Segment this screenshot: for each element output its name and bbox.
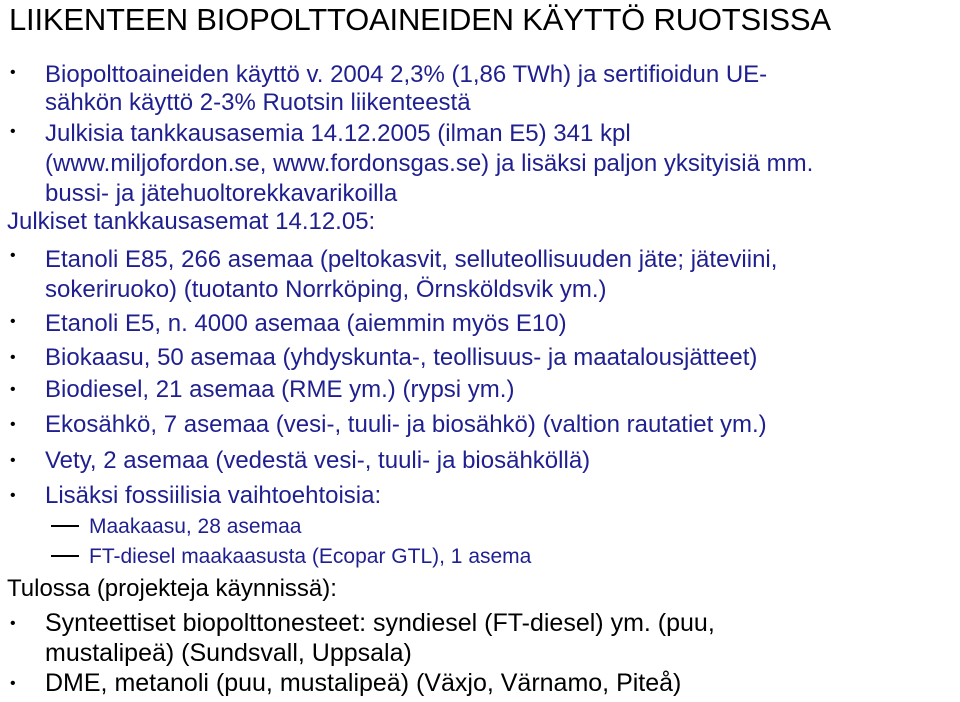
- bullet-icon: •: [10, 313, 16, 330]
- bullet-icon: •: [10, 381, 16, 398]
- bullet-icon: •: [10, 487, 16, 504]
- bullet-icon: •: [10, 452, 16, 469]
- sub-item-text: Maakaasu, 28 asemaa: [89, 515, 302, 538]
- bullet-icon: •: [10, 416, 16, 433]
- bullet-text-line: (www.miljofordon.se, www.fordonsgas.se) ja lisäksi paljon yksityisiä mm.: [45, 150, 814, 177]
- slide-title: LIIKENTEEN BIOPOLTTOAINEIDEN KÄYTTÖ RUOTSISSA: [9, 2, 831, 37]
- bullet-icon: •: [10, 123, 16, 140]
- dash-icon: [51, 555, 79, 557]
- bullet-text-line: Etanoli E5, n. 4000 asemaa (aiemmin myös E10): [45, 310, 567, 337]
- bullet-text-line: DME, metanoli (puu, mustalipeä) (Växjo, Värnamo, Piteå): [45, 669, 682, 697]
- bullet-text-line: Biodiesel, 21 asemaa (RME ym.) (rypsi ym.): [45, 376, 515, 403]
- bullet-text-line: sähkön käyttö 2-3% Ruotsin liikenteestä: [45, 89, 471, 116]
- section-heading-text: Julkiset tankkausasemat 14.12.05:: [7, 208, 376, 235]
- bullet-icon: •: [10, 349, 16, 366]
- bullet-icon: •: [10, 247, 16, 264]
- section-heading-text: Tulossa (projekteja käynnissä):: [7, 575, 337, 602]
- bullet-text-line: Biokaasu, 50 asemaa (yhdyskunta-, teollisuus- ja maatalousjätteet): [45, 344, 758, 371]
- bullet-text-line: bussi- ja jätehuoltorekkavarikoilla: [45, 180, 398, 207]
- bullet-text-line: mustalipeä) (Sundsvall, Uppsala): [45, 639, 412, 667]
- bullet-text-line: Biopolttoaineiden käyttö v. 2004 2,3% (1,86 TWh) ja sertifioidun UE-: [45, 61, 768, 88]
- bullet-icon: •: [10, 615, 16, 632]
- bullet-text-line: Ekosähkö, 7 asemaa (vesi-, tuuli- ja biosähkö) (valtion rautatiet ym.): [45, 411, 767, 438]
- dash-icon: [51, 525, 79, 527]
- bullet-text-line: Etanoli E85, 266 asemaa (peltokasvit, selluteollisuuden jäte; jäteviini,: [45, 246, 778, 273]
- bullet-text-line: Vety, 2 asemaa (vedestä vesi-, tuuli- ja biosähköllä): [45, 447, 591, 474]
- sub-item-text: FT-diesel maakaasusta (Ecopar GTL), 1 asema: [89, 545, 532, 568]
- bullet-text-line: Synteettiset biopolttonesteet: syndiesel (FT-diesel) ym. (puu,: [45, 609, 715, 637]
- bullet-text-line: Lisäksi fossiilisia vaihtoehtoisia:: [45, 482, 382, 509]
- bullet-icon: •: [10, 675, 16, 692]
- bullet-text-line: sokeriruoko) (tuotanto Norrköping, Örnsköldsvik ym.): [45, 276, 607, 303]
- bullet-icon: •: [10, 64, 16, 81]
- bullet-text-line: Julkisia tankkausasemia 14.12.2005 (ilman E5) 341 kpl: [45, 120, 631, 147]
